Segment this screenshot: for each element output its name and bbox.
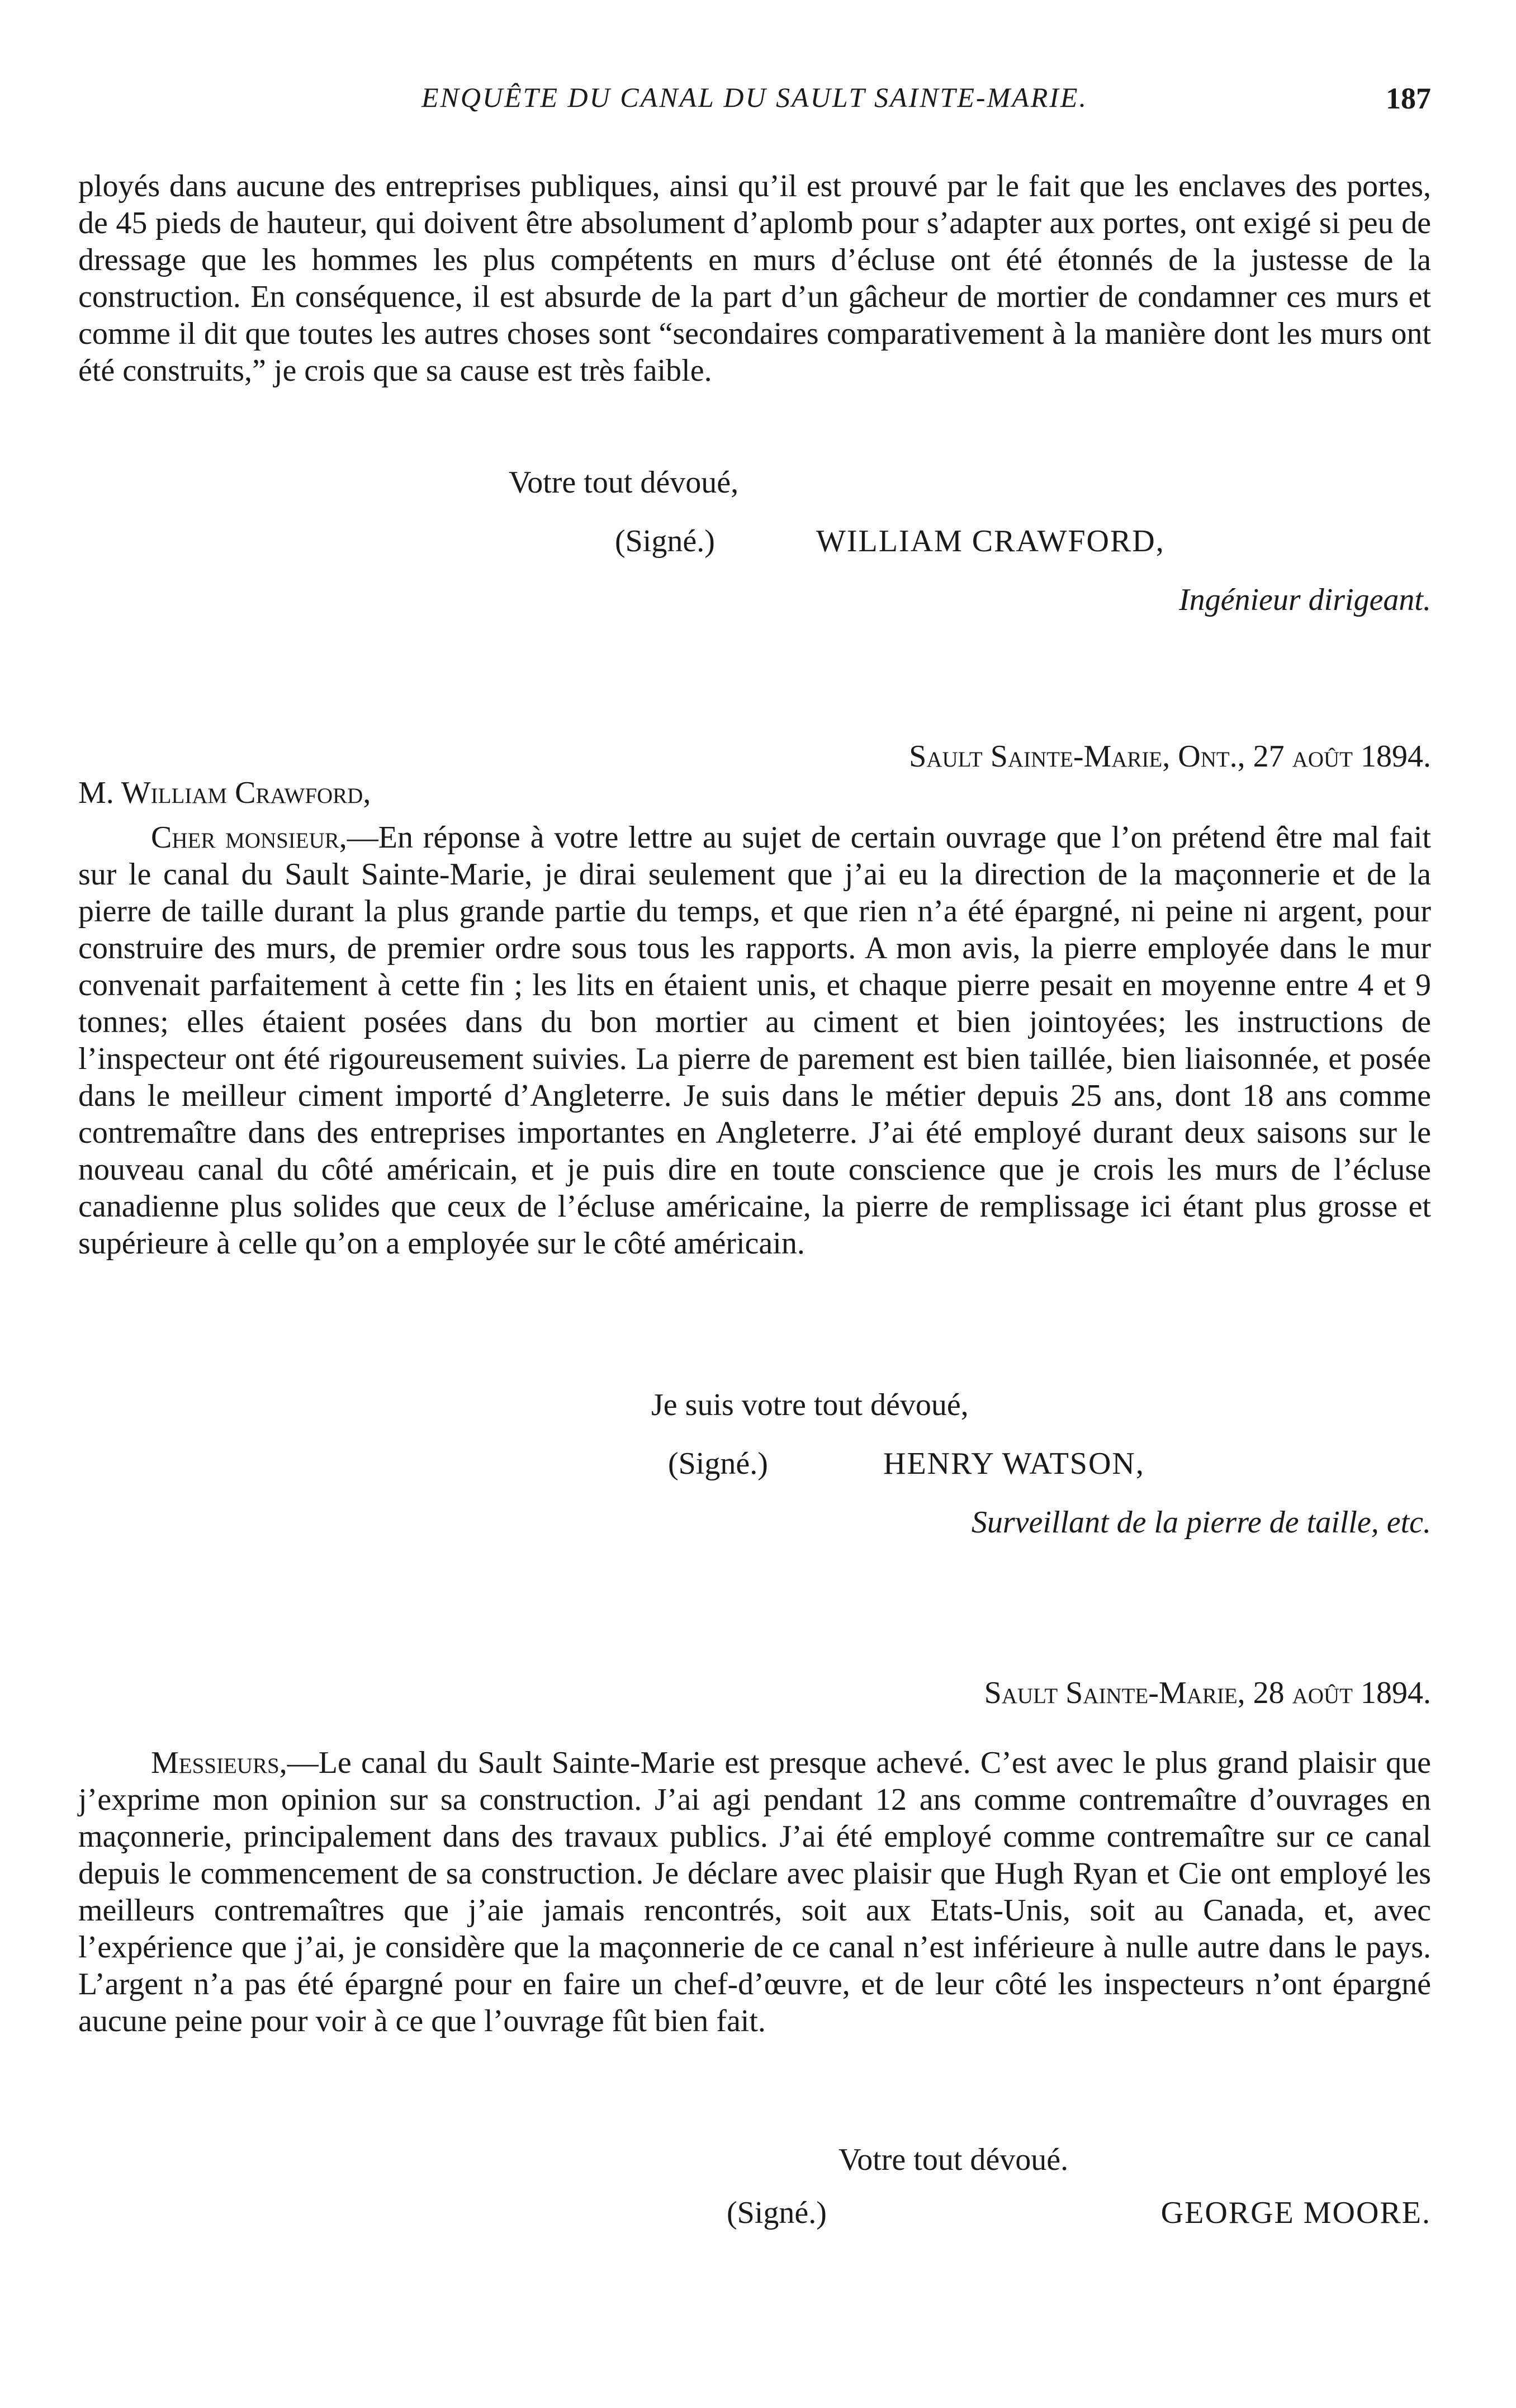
running-title: ENQUÊTE DU CANAL DU SAULT SAINTE-MARIE. xyxy=(421,82,1088,113)
page-number: 187 xyxy=(1386,82,1431,115)
letter2-body-block xyxy=(78,819,1431,1262)
letter3-signer: GEORGE MOORE. xyxy=(1160,2196,1431,2230)
letter2-paragraph xyxy=(78,819,1431,1262)
letter2-closing: Je suis votre tout dévoué, xyxy=(651,1388,969,1422)
letter3-closing: Votre tout dévoué. xyxy=(838,2142,1069,2177)
running-head xyxy=(78,81,1431,120)
letter1-body: ployés dans aucune des entreprises publiques, ainsi qu’il est prouvé par le fait que les enclaves des portes, de 45 pieds de hauteur, qui doivent être absolument d’aplomb pour s’adapter aux portes, ont exigé si peu de dressage que les hommes les plus compétents en murs d’écluse ont été étonnés de la justesse de la construction. En conséquence, il est absurde de la part d’un gâcheur de mortier de condamner ces murs et comme il dit que toutes les autres choses sont “secondaires comparativement à la manière dont les murs ont été construits,” je crois que sa cause est très faible. xyxy=(78,169,1431,388)
letter3-body-block xyxy=(78,1744,1431,2040)
letter2-addressee: M. William Crawford, xyxy=(78,775,371,810)
letter2-body: —En réponse à votre lettre au sujet de certain ouvrage que l’on prétend être mal fait sur le canal du Sault Sainte-Marie, je dirai seulement que j’ai eu la direction de la maçonnerie et de la pierre de taille durant la plus grande partie du temps, et que rien n’a été épargné, ni peine ni argent, pour construire des murs, de premier ordre sous tous les rapports. A mon avis, la pierre employée dans le mur convenait parfaitement à cette fin ; les lits en étaient unis, et chaque pierre pesait en moyenne entre 4 et 9 tonnes; elles étaient posées dans du bon mortier au ciment et bien jointoyées; les instructions de l’inspecteur ont été rigoureusement suivies. La pierre de parement est bien taillée, bien liaisonnée, et posée dans le meilleur ciment importé d’Angleterre. Je suis dans le métier depuis 25 ans, dont 18 ans comme contremaître dans des entreprises importantes en Angleterre. J’ai été employé durant deux saisons sur le nouveau canal du côté américain, et je puis dire en toute conscience que je crois les murs de l’écluse canadienne plus solides que ceux de l’écluse américaine, la pierre de remplissage ici étant plus grosse et supérieure à celle qu’on a employée sur le côté américain. xyxy=(78,820,1431,1261)
letter2-signer-title: Surveillant de la pierre de taille, etc. xyxy=(971,1505,1431,1540)
letter2-dateline: Sault Sainte-Marie, Ont., 27 août 1894. xyxy=(909,739,1431,774)
letter1-signer: WILLIAM CRAWFORD, xyxy=(816,524,1165,559)
letter3-salutation: Messieurs, xyxy=(151,1745,287,1780)
letter3-paragraph xyxy=(78,1744,1431,2040)
letter1-signed: (Signé.) xyxy=(615,524,715,559)
letter2-signer: HENRY WATSON, xyxy=(883,1446,1145,1481)
letter3-body: —Le canal du Sault Sainte-Marie est presque achevé. C’est avec le plus grand plaisir que j’exprime mon opinion sur sa construction. J’ai agi pendant 12 ans comme contremaître d’ouvrages en maçonnerie, principalement dans des travaux publics. J’ai été employé comme contremaître sur ce canal depuis le commencement de sa construction. Je déclare avec plaisir que Hugh Ryan et Cie ont employé les meilleurs contremaîtres que j’aie jamais rencontrés, soit aux Etats-Unis, soit au Canada, et, avec l’expérience que j’ai, je considère que la maçonnerie de ce canal n’est inférieure à nulle autre dans le pays. L’argent n’a pas été épargné pour en faire un chef-d’œuvre, et de leur côté les inspecteurs n’ont épargné aucune peine pour voir à ce que l’ouvrage fût bien fait. xyxy=(78,1745,1431,2038)
letter3-signed: (Signé.) xyxy=(727,2196,827,2230)
letter3-dateline: Sault Sainte-Marie, 28 août 1894. xyxy=(984,1676,1431,1710)
letter1-body-block xyxy=(78,168,1431,389)
letter1-signer-title: Ingénieur dirigeant. xyxy=(1178,583,1431,617)
letter2-salutation: Cher monsieur, xyxy=(151,820,347,855)
letter2-signed: (Signé.) xyxy=(668,1446,768,1481)
letter1-closing: Votre tout dévoué, xyxy=(509,465,739,500)
